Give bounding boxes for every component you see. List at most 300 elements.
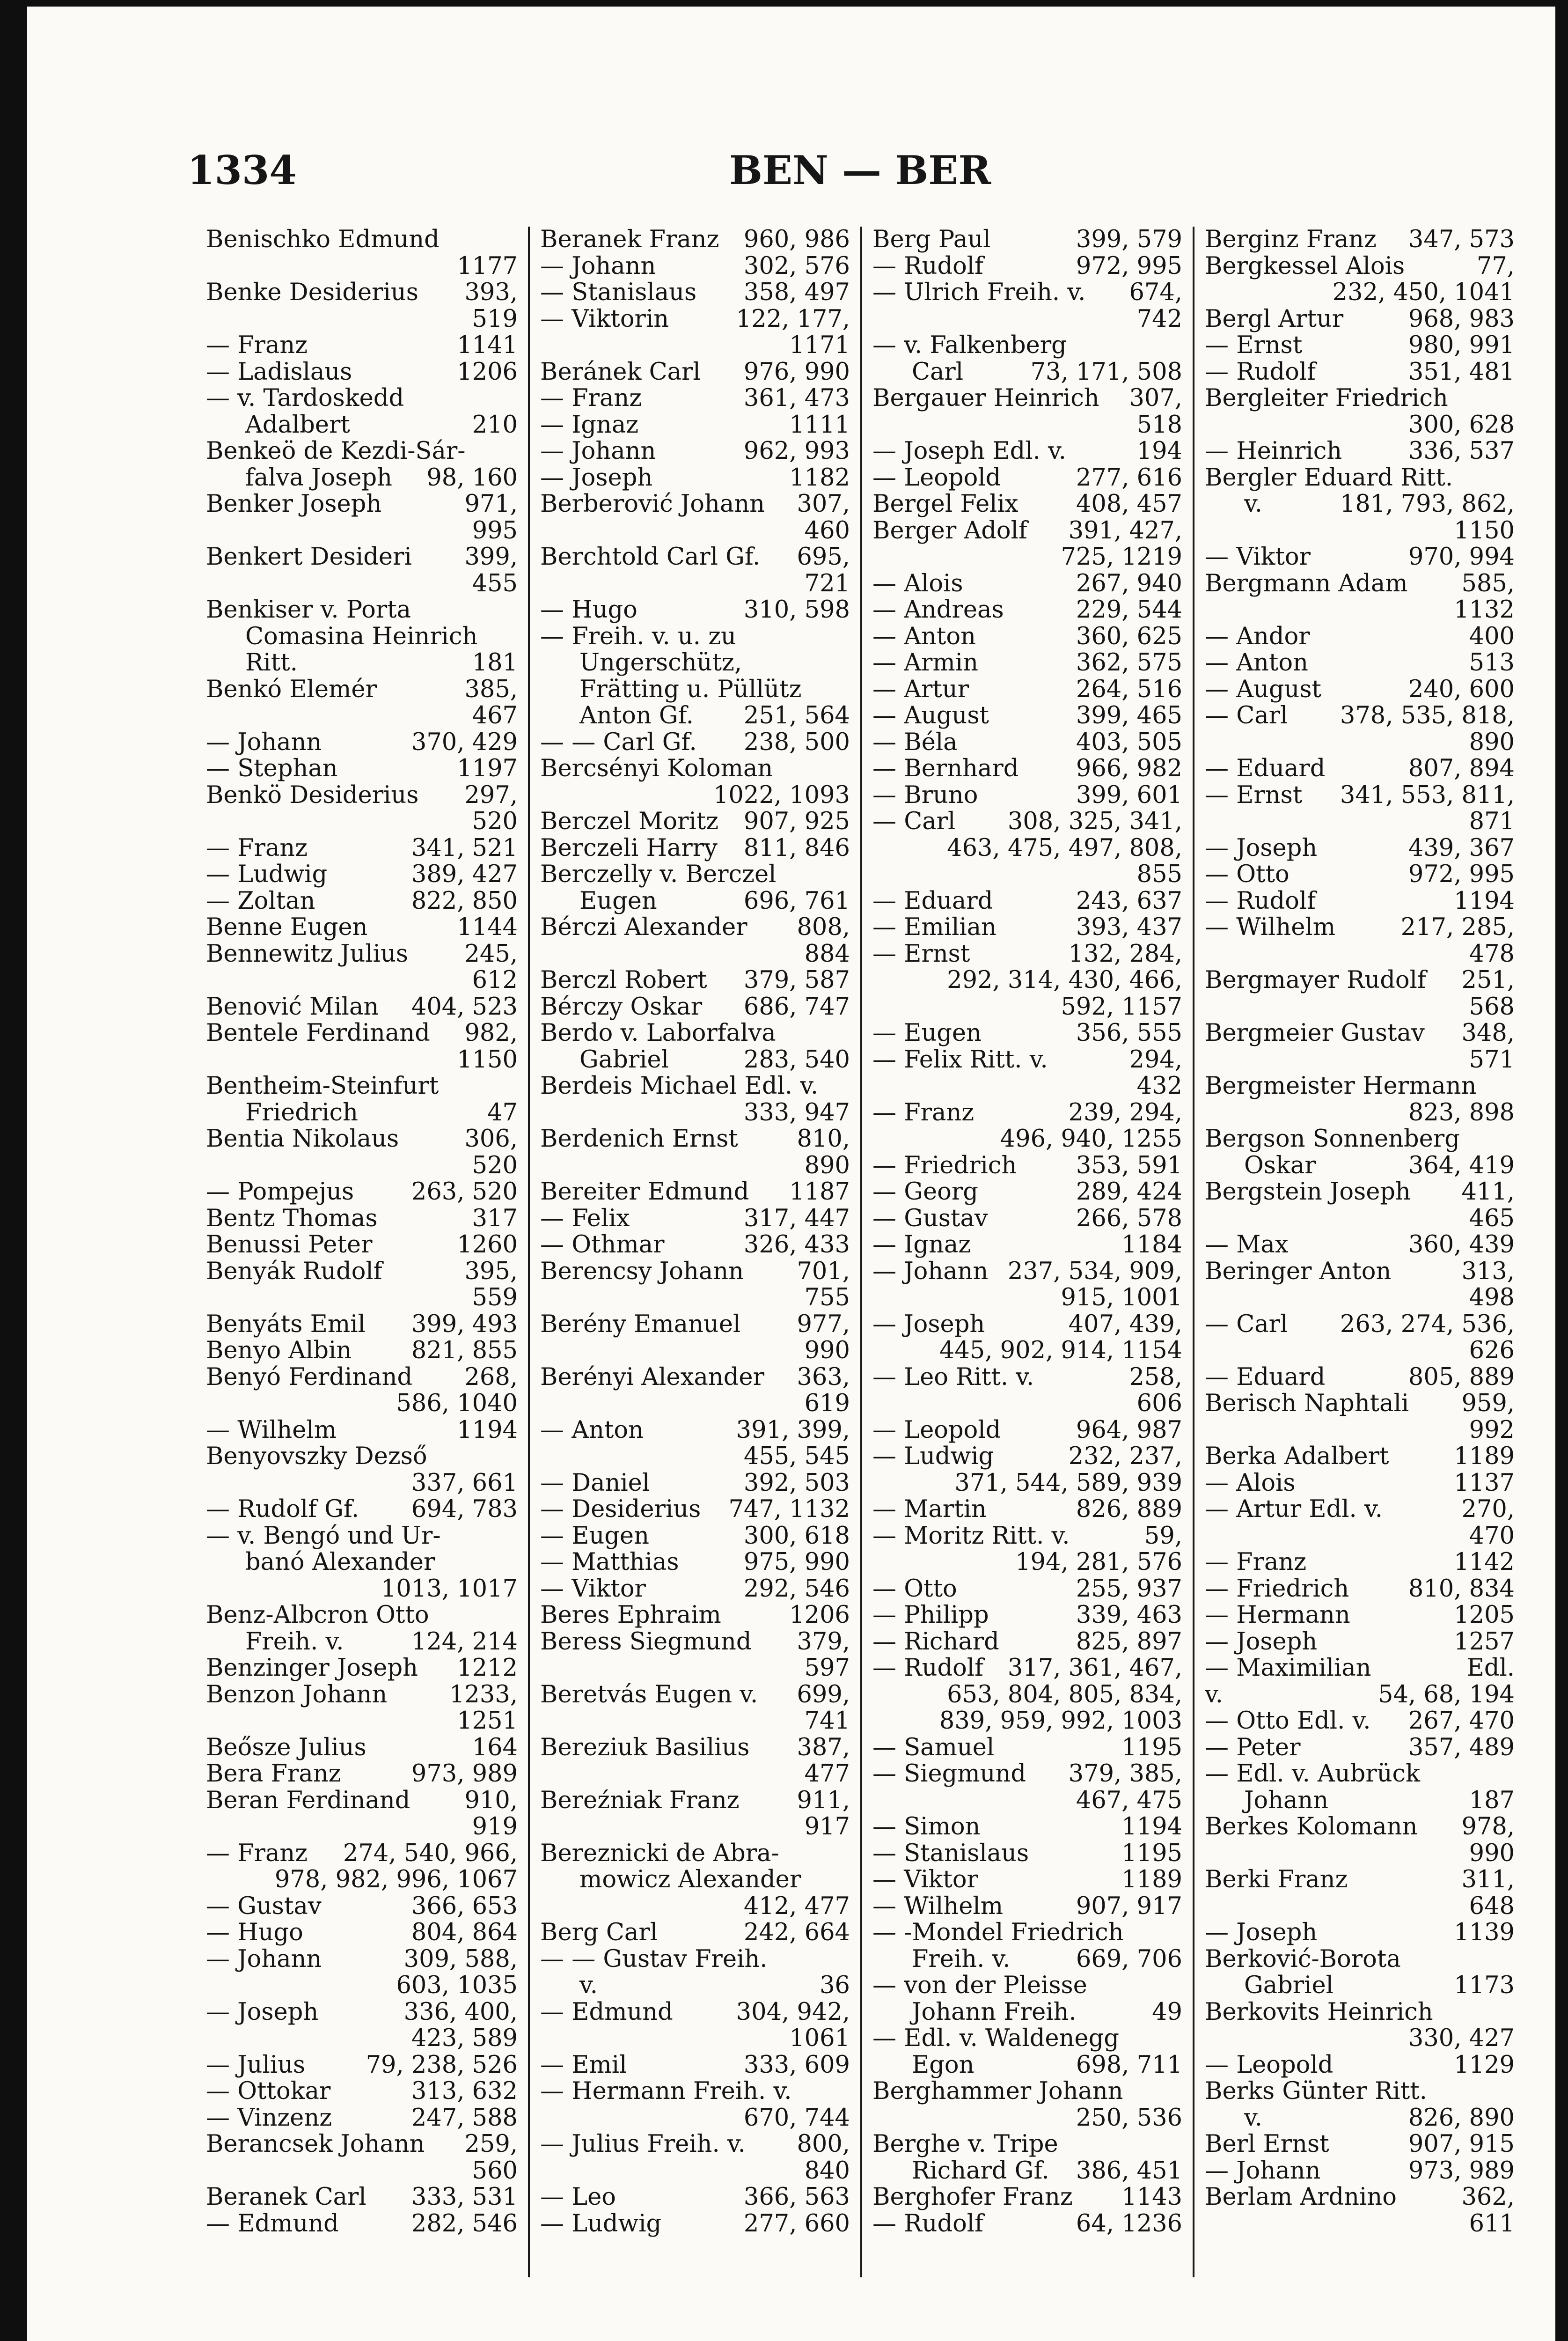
entry-name: Beretvás Eugen v.	[540, 1681, 758, 1708]
entry-name: — August	[872, 703, 989, 729]
index-entry	[872, 1761, 1182, 1788]
entry-name: Benne Eugen	[206, 914, 368, 941]
entry-pages: 339, 463	[1076, 1602, 1182, 1629]
index-entry	[206, 2184, 518, 2211]
entry-pages: 124, 214	[411, 1628, 518, 1655]
entry-pages: 747, 1132	[728, 1496, 850, 1523]
entry-pages: 404, 523	[411, 994, 518, 1020]
entry-pages: 412, 477	[743, 1893, 850, 1920]
entry-name: — Ladislaus	[206, 359, 352, 385]
index-entry	[206, 2131, 518, 2158]
index-entry	[872, 2078, 1182, 2105]
entry-pages: 977,	[797, 1311, 850, 1338]
entry-pages: 330, 427	[1408, 2025, 1515, 2052]
index-entry	[540, 1364, 850, 1391]
entry-name: — Johann	[206, 729, 322, 756]
index-entry	[206, 2158, 518, 2185]
entry-name: Berczl Robert	[540, 967, 707, 994]
entry-name: — Joseph	[1205, 1920, 1318, 1946]
index-entry	[206, 835, 518, 862]
index-entry	[1205, 624, 1515, 650]
entry-pages: 1182	[789, 464, 850, 491]
entry-pages: 400	[1469, 623, 1515, 650]
entry-pages: 311,	[1461, 1867, 1515, 1893]
index-entry	[540, 227, 850, 253]
entry-pages: 972, 995	[1076, 253, 1182, 280]
entry-name: Berl Ernst	[1205, 2131, 1329, 2158]
entry-pages: 1206	[457, 359, 518, 385]
index-entry	[540, 914, 850, 941]
entry-pages: 292, 314, 430, 466,	[947, 967, 1182, 994]
entry-pages: 317	[472, 1205, 518, 1232]
entry-pages: 362, 575	[1076, 650, 1182, 677]
entry-pages: 302, 576	[743, 253, 850, 280]
entry-pages: 361, 473	[743, 385, 850, 412]
entry-name: v.	[1205, 1681, 1223, 1708]
entry-pages: 1195	[1121, 1734, 1182, 1761]
entry-name: — Eduard	[872, 888, 993, 914]
index-entry	[1205, 1443, 1515, 1470]
entry-pages: 586, 1040	[396, 1391, 518, 1417]
entry-pages: 976, 990	[743, 359, 850, 385]
entry-pages: 990	[1469, 1840, 1515, 1867]
entry-pages: 513	[1469, 650, 1515, 677]
entry-pages: 910,	[464, 1787, 518, 1814]
entry-pages: 251,	[1461, 967, 1515, 994]
entry-pages: 371, 544, 589, 939	[954, 1470, 1182, 1496]
entry-name: — Béla	[872, 729, 958, 756]
index-entry	[872, 756, 1182, 782]
entry-pages: 653, 804, 805, 834,	[947, 1681, 1182, 1708]
entry-name: — Hermann Freih. v.	[540, 2078, 792, 2105]
entry-pages: 251, 564	[743, 703, 850, 729]
index-entry	[872, 280, 1182, 306]
index-entry	[540, 1973, 850, 1999]
index-entry	[872, 359, 1182, 386]
index-entry	[206, 412, 518, 439]
entry-name: Oskar	[1244, 1152, 1316, 1179]
index-entry	[872, 1893, 1182, 1920]
index-entry	[206, 1496, 518, 1523]
index-column-1	[196, 227, 528, 2277]
index-entry	[1205, 306, 1515, 333]
index-entry	[540, 1338, 850, 1364]
entry-pages: 800,	[797, 2131, 850, 2158]
index-entry	[540, 1999, 850, 2026]
entry-pages: 1260	[457, 1232, 518, 1259]
entry-pages: 1142	[1454, 1549, 1515, 1576]
entry-pages: 297,	[464, 782, 518, 809]
entry-name: — Wilhelm	[872, 1893, 1004, 1920]
entry-name: — Anton	[540, 1417, 644, 1443]
index-entry	[872, 1179, 1182, 1206]
index-entry	[872, 2211, 1182, 2238]
entry-name: — von der Pleisse	[872, 1973, 1087, 1999]
index-entry	[872, 994, 1182, 1021]
entry-name: Beress Siegmund	[540, 1628, 752, 1655]
entry-pages: 603, 1035	[396, 1973, 518, 1999]
entry-pages: 919	[472, 1814, 518, 1840]
entry-pages: 1189	[1454, 1443, 1515, 1470]
index-entry	[540, 1126, 850, 1153]
index-entry	[206, 1973, 518, 1999]
entry-pages: 822, 850	[411, 888, 518, 914]
entry-pages: 347, 573	[1408, 227, 1515, 253]
entry-pages: 964, 987	[1076, 1417, 1182, 1443]
entry-name: — Carl	[1205, 703, 1288, 729]
entry-pages: 1206	[789, 1602, 850, 1629]
entry-pages: 432	[1136, 1073, 1182, 1100]
entry-pages: 399, 579	[1076, 227, 1182, 253]
entry-pages: 619	[804, 1391, 850, 1417]
index-columns	[196, 227, 1525, 2277]
entry-pages: 194	[1136, 438, 1182, 465]
entry-pages: 1187	[789, 1179, 850, 1206]
entry-pages: 742	[1136, 306, 1182, 332]
entry-pages: 408, 457	[1076, 491, 1182, 518]
entry-name: Freih. v.	[245, 1628, 344, 1655]
entry-pages: 804, 864	[411, 1920, 518, 1946]
index-entry	[540, 2025, 850, 2052]
entry-name: — v. Bengó und Ur-	[206, 1523, 441, 1549]
entry-pages: 648	[1469, 1893, 1515, 1920]
entry-pages: 982,	[464, 1020, 518, 1047]
entry-name: — Carl	[1205, 1311, 1288, 1338]
entry-pages: 364, 419	[1408, 1152, 1515, 1179]
index-entry	[540, 1153, 850, 1179]
entry-pages: 455, 545	[743, 1443, 850, 1470]
index-entry	[540, 2158, 850, 2185]
entry-pages: 1144	[457, 914, 518, 941]
entry-pages: 907, 917	[1076, 1893, 1182, 1920]
entry-pages: 694, 783	[411, 1496, 518, 1523]
index-entry	[1205, 2158, 1515, 2185]
index-entry	[1205, 2105, 1515, 2132]
index-entry	[1205, 1840, 1515, 1867]
entry-name: Egon	[912, 2052, 975, 2078]
entry-pages: 307,	[797, 491, 850, 518]
entry-pages: 392, 503	[743, 1470, 850, 1496]
index-entry	[206, 1655, 518, 1682]
entry-name: — Joseph	[1205, 835, 1318, 861]
index-entry	[206, 1576, 518, 1603]
entry-name: — Franz	[206, 1840, 308, 1867]
entry-pages: 571	[1469, 1046, 1515, 1073]
index-entry	[1205, 1973, 1515, 1999]
entry-pages: 1194	[1121, 1814, 1182, 1840]
index-entry	[872, 306, 1182, 333]
index-entry	[1205, 597, 1515, 624]
entry-name: — Wilhelm	[1205, 914, 1336, 941]
entry-pages: 283, 540	[743, 1046, 850, 1073]
entry-pages: 385,	[464, 676, 518, 703]
entry-pages: 592, 1157	[1061, 994, 1182, 1020]
index-entry	[1205, 1470, 1515, 1497]
entry-pages: 386, 451	[1076, 2157, 1182, 2184]
index-entry	[206, 1073, 518, 1100]
entry-name: Bergel Felix	[872, 491, 1018, 518]
entry-name: — Rudolf Gf.	[206, 1496, 359, 1523]
entry-name: falva Joseph	[245, 464, 393, 491]
index-entry	[206, 1946, 518, 1973]
index-entry	[540, 1259, 850, 1285]
index-entry	[206, 1338, 518, 1364]
entry-name: — Eugen	[540, 1523, 649, 1549]
index-column-2	[528, 227, 860, 2277]
entry-pages: 477	[804, 1761, 850, 1788]
index-entry	[872, 1417, 1182, 1444]
entry-pages: 1150	[457, 1046, 518, 1073]
entry-pages: 73, 171, 508	[1030, 359, 1182, 385]
index-entry	[206, 1391, 518, 1417]
entry-name: banó Alexander	[245, 1549, 435, 1576]
index-entry	[1205, 253, 1515, 280]
index-entry	[206, 1999, 518, 2026]
entry-pages: 518	[1136, 412, 1182, 438]
index-entry	[1205, 729, 1515, 756]
entry-pages: 808,	[797, 914, 850, 941]
entry-pages: 973, 989	[411, 1761, 518, 1788]
entry-name: — Alois	[872, 570, 963, 597]
entry-name: Bergleiter Friedrich	[1205, 385, 1448, 412]
entry-pages: 407, 439,	[1068, 1311, 1182, 1338]
entry-name: Bergson Sonnenberg	[1205, 1126, 1460, 1153]
index-entry	[540, 835, 850, 862]
index-entry	[206, 1047, 518, 1074]
entry-name: — Julius Freih. v.	[540, 2131, 746, 2158]
entry-name: — Maximilian	[1205, 1655, 1371, 1682]
index-entry	[540, 729, 850, 756]
entry-name: — v. Falkenberg	[872, 332, 1067, 359]
entry-pages: 460	[804, 517, 850, 544]
entry-name: — Johann	[1205, 2157, 1321, 2184]
entry-pages: 980, 991	[1408, 332, 1515, 359]
entry-name: Berković-Borota	[1205, 1946, 1401, 1973]
entry-pages: 379,	[797, 1628, 850, 1655]
entry-pages: 990	[804, 1338, 850, 1364]
index-entry	[872, 703, 1182, 729]
entry-name: — — Gustav Freih.	[540, 1946, 768, 1973]
index-entry	[872, 1655, 1182, 1682]
entry-name: — — Carl Gf.	[540, 729, 697, 756]
index-entry	[540, 2184, 850, 2211]
index-entry	[540, 1285, 850, 1311]
entry-pages: 391, 399,	[736, 1417, 850, 1443]
index-entry	[206, 2105, 518, 2132]
entry-pages: 1143	[1121, 2184, 1182, 2211]
index-entry	[1205, 412, 1515, 439]
index-entry	[872, 624, 1182, 650]
index-entry	[206, 1761, 518, 1788]
index-entry	[540, 650, 850, 677]
entry-name: Berisch Naphtali	[1205, 1391, 1409, 1417]
entry-pages: 132, 284,	[1068, 941, 1182, 967]
entry-pages: 465	[1469, 1205, 1515, 1232]
entry-pages: 520	[472, 809, 518, 835]
entry-name: — Stanislaus	[540, 280, 697, 306]
index-entry	[206, 1443, 518, 1470]
entry-pages: 698, 711	[1076, 2052, 1182, 2078]
index-entry	[1205, 1259, 1515, 1285]
entry-pages: 871	[1469, 809, 1515, 835]
index-entry	[206, 1179, 518, 1206]
index-entry	[206, 1470, 518, 1497]
entry-name: — Leopold	[872, 464, 1001, 491]
entry-name: — v. Tardoskedd	[206, 385, 404, 412]
entry-pages: 164	[472, 1734, 518, 1761]
entry-pages: 970, 994	[1408, 544, 1515, 571]
index-entry	[1205, 650, 1515, 677]
entry-pages: 1257	[1454, 1628, 1515, 1655]
index-entry	[206, 1682, 518, 1708]
index-entry	[206, 782, 518, 809]
entry-name: — Joseph	[872, 1311, 985, 1338]
index-entry	[206, 544, 518, 571]
entry-pages: 972, 995	[1408, 861, 1515, 888]
entry-pages: 237, 534, 909,	[1007, 1258, 1182, 1285]
index-entry	[206, 994, 518, 1021]
entry-name: Bergkessel Alois	[1205, 253, 1405, 280]
entry-pages: 263, 520	[411, 1179, 518, 1206]
entry-pages: 992	[1469, 1417, 1515, 1443]
index-entry	[540, 1100, 850, 1126]
entry-pages: 391, 427,	[1068, 517, 1182, 544]
entry-name: Berka Adalbert	[1205, 1443, 1389, 1470]
index-entry	[872, 1206, 1182, 1232]
entry-name: — Desiderius	[540, 1496, 701, 1523]
index-entry	[1205, 1338, 1515, 1364]
entry-pages: 559	[472, 1285, 518, 1311]
entry-pages: 840	[804, 2157, 850, 2184]
index-entry	[1205, 1576, 1515, 1603]
entry-pages: 362,	[1461, 2184, 1515, 2211]
index-entry	[1205, 1893, 1515, 1920]
entry-pages: 358, 497	[743, 280, 850, 306]
index-entry	[206, 571, 518, 597]
index-entry	[206, 677, 518, 703]
index-entry	[872, 1443, 1182, 1470]
entry-pages: 1137	[1454, 1470, 1515, 1496]
entry-name: — Pompejus	[206, 1179, 354, 1206]
entry-name: — Bernhard	[872, 756, 1019, 782]
entry-name: — Franz	[1205, 1549, 1307, 1576]
index-entry	[540, 1920, 850, 1946]
entry-name: Bergmann Adam	[1205, 570, 1408, 597]
entry-name: — -Mondel Friedrich	[872, 1920, 1124, 1946]
index-entry	[540, 1682, 850, 1708]
index-entry	[540, 756, 850, 782]
index-entry	[540, 1470, 850, 1497]
index-entry	[872, 544, 1182, 571]
entry-name: — Ulrich Freih. v.	[872, 280, 1086, 306]
index-entry	[872, 1047, 1182, 1074]
entry-pages: 79, 238, 526	[366, 2052, 518, 2078]
entry-name: — Moritz Ritt. v.	[872, 1523, 1070, 1549]
index-entry	[540, 438, 850, 465]
index-entry	[206, 624, 518, 650]
index-entry	[872, 2052, 1182, 2079]
index-entry	[1205, 1602, 1515, 1629]
index-entry	[540, 2078, 850, 2105]
entry-pages: 496, 940, 1255	[1000, 1126, 1182, 1153]
entry-name: Johann Freih.	[912, 1999, 1077, 2025]
index-entry	[540, 1893, 850, 1920]
index-entry	[206, 1549, 518, 1576]
index-entry	[1205, 703, 1515, 729]
entry-name: Benyák Rudolf	[206, 1258, 382, 1285]
entry-pages: 366, 653	[411, 1893, 518, 1920]
index-entry	[1205, 1523, 1515, 1550]
entry-pages: 890	[1469, 729, 1515, 756]
entry-name: Bentele Ferdinand	[206, 1020, 430, 1047]
index-entry	[872, 332, 1182, 359]
index-entry	[206, 703, 518, 729]
index-entry	[1205, 332, 1515, 359]
index-entry	[1205, 1496, 1515, 1523]
entry-pages: 194, 281, 576	[1015, 1549, 1182, 1576]
index-entry	[540, 1576, 850, 1603]
index-entry	[872, 1867, 1182, 1893]
index-entry	[206, 491, 518, 518]
index-entry	[872, 1788, 1182, 1814]
entry-pages: 245,	[464, 941, 518, 967]
entry-name: Benkert Desideri	[206, 544, 412, 571]
entry-pages: 306,	[464, 1126, 518, 1153]
entry-name: Benyovszky Dezső	[206, 1443, 427, 1470]
index-entry	[540, 1788, 850, 1814]
entry-pages: 1171	[789, 332, 850, 359]
index-entry	[206, 438, 518, 465]
index-entry	[872, 1153, 1182, 1179]
index-entry	[206, 1629, 518, 1656]
entry-name: — Ignaz	[872, 1232, 971, 1259]
entry-name: — Siegmund	[872, 1761, 1026, 1788]
index-entry	[1205, 1549, 1515, 1576]
entry-pages: 399, 493	[411, 1311, 518, 1338]
entry-name: Bera Franz	[206, 1761, 341, 1788]
index-entry	[1205, 782, 1515, 809]
entry-pages: 1233,	[449, 1681, 518, 1708]
entry-name: — Edmund	[206, 2210, 339, 2237]
index-entry	[206, 967, 518, 994]
index-entry	[540, 703, 850, 729]
index-entry	[206, 2211, 518, 2238]
index-entry	[206, 1708, 518, 1735]
index-entry	[1205, 1735, 1515, 1761]
entry-pages: 122, 177,	[736, 306, 850, 332]
entry-name: Benyó Ferdinand	[206, 1364, 413, 1391]
index-entry	[872, 1232, 1182, 1259]
index-entry	[872, 1576, 1182, 1603]
entry-pages: 907, 925	[743, 809, 850, 835]
entry-name: Beran Ferdinand	[206, 1787, 410, 1814]
index-entry	[540, 2052, 850, 2079]
index-entry	[540, 1867, 850, 1893]
entry-pages: 336, 537	[1408, 438, 1515, 465]
index-entry	[1205, 280, 1515, 306]
index-entry	[1205, 1920, 1515, 1946]
entry-pages: 1139	[1454, 1920, 1515, 1946]
index-entry	[206, 1232, 518, 1259]
entry-pages: 1013, 1017	[381, 1575, 518, 1602]
entry-name: — Viktor	[872, 1867, 978, 1893]
entry-pages: 1141	[457, 332, 518, 359]
entry-name: — Joseph	[1205, 1628, 1318, 1655]
index-entry	[1205, 1655, 1515, 1682]
index-entry	[540, 1073, 850, 1100]
index-entry	[540, 1629, 850, 1656]
index-entry	[540, 1179, 850, 1206]
